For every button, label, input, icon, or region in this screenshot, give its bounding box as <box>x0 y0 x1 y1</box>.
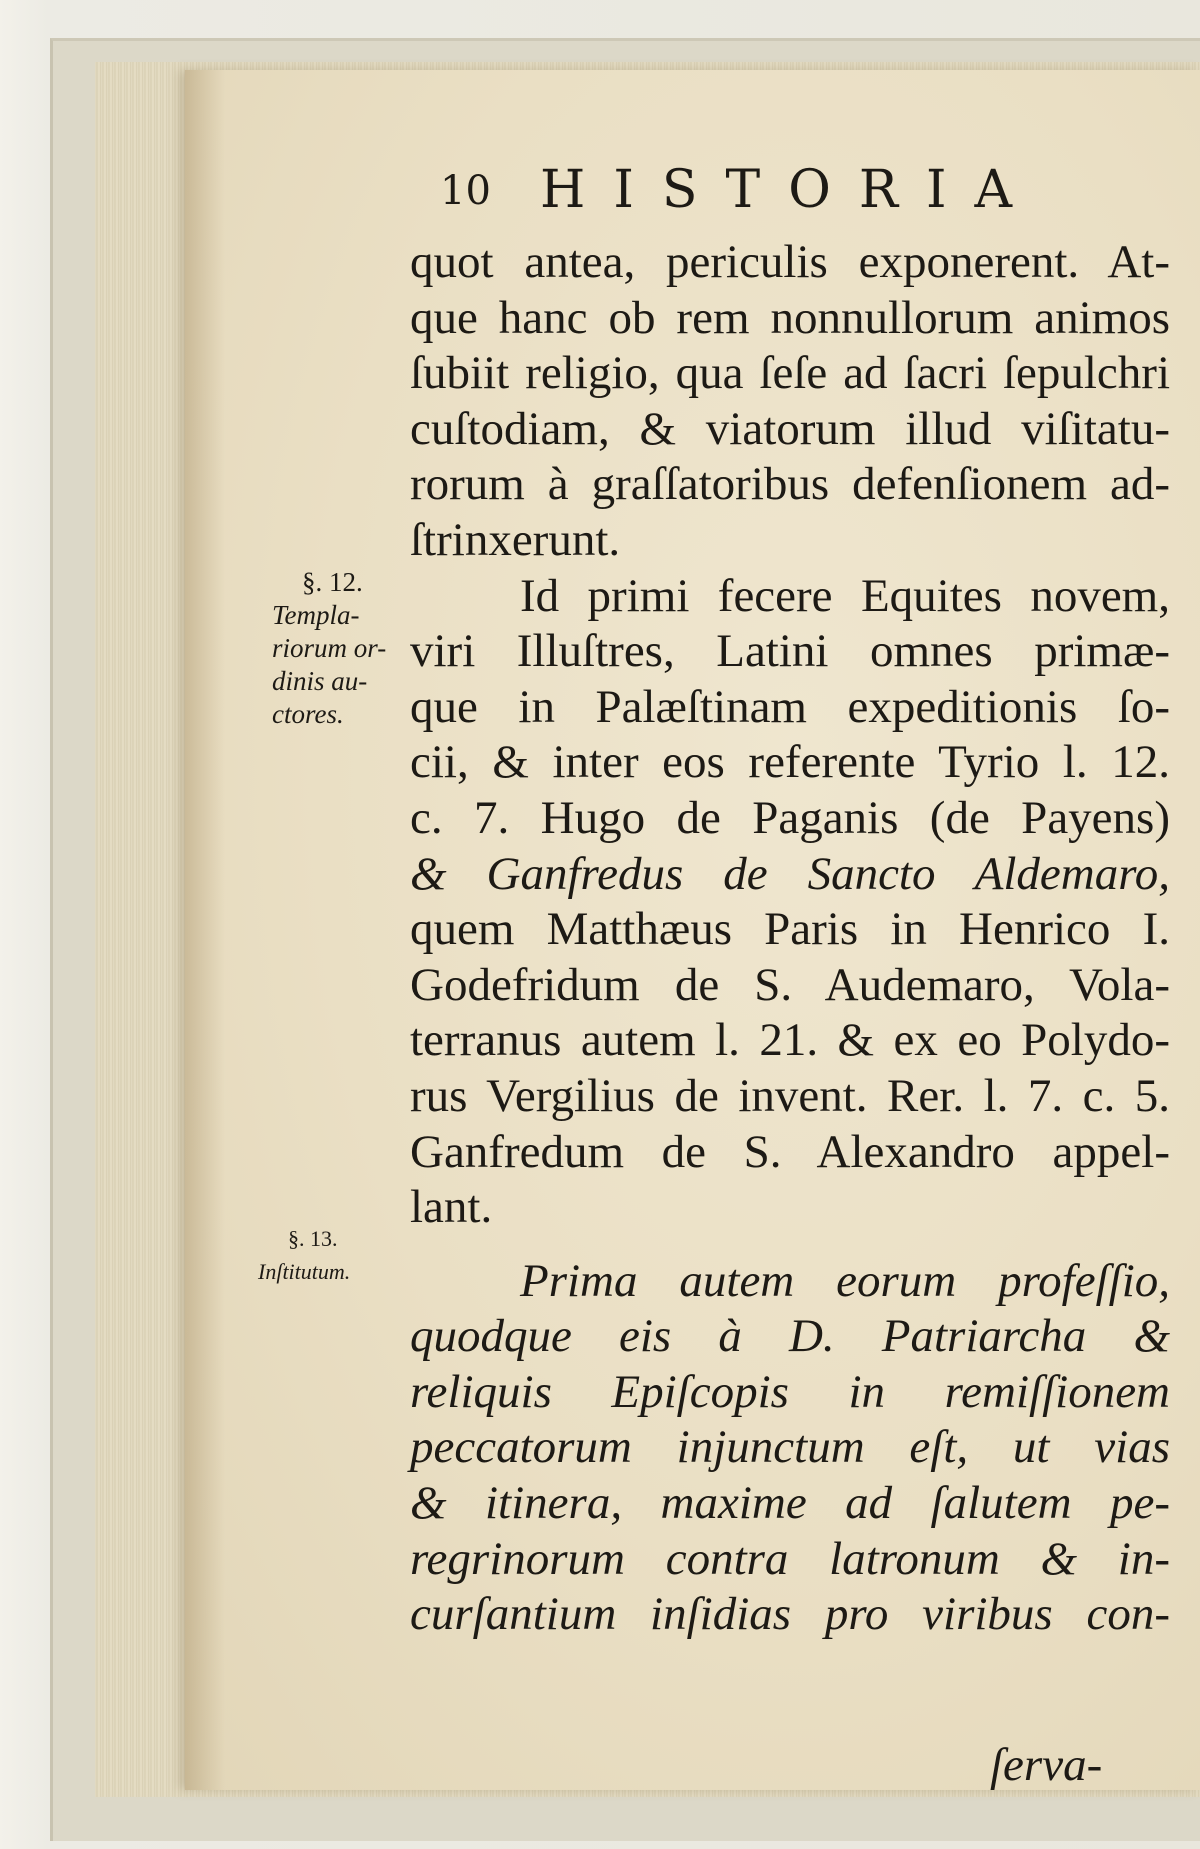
margin-note-line: Templa- <box>272 600 360 630</box>
margin-note-line: riorum or- <box>272 633 387 663</box>
catchword: ſerva- <box>990 1739 1103 1791</box>
text-line: rorum à graſſatoribus defenſionem ad- <box>410 458 1170 511</box>
text-line: rus Vergilius de invent. Rer. l. 7. c. 5. <box>410 1069 1170 1122</box>
text-line: viri Illuſtres, Latini omnes primæ- <box>410 625 1170 678</box>
text-line: & Ganfredus de Sancto Aldemaro, <box>410 847 1170 900</box>
margin-note-number: §. 13. <box>288 1226 338 1251</box>
text-line: quot antea, periculis exponerent. At- <box>410 236 1170 288</box>
margin-note-number: §. 12. <box>302 567 363 597</box>
text-line: reliquis Epiſcopis in remiſſionem <box>410 1365 1170 1418</box>
text-line: ſubiit religio, qua ſeſe ad ſacri ſepulchri <box>410 347 1170 400</box>
text-line: Prima autem eorum profeſſio, <box>520 1254 1170 1307</box>
text-line: peccatorum injunctum eſt, ut vias <box>410 1421 1170 1474</box>
margin-note-section-12 <box>272 566 412 731</box>
text-line: quem Matthæus Paris in Henrico I. <box>410 903 1170 956</box>
text-line: & itinera, maxime ad ſalutem pe- <box>410 1477 1170 1530</box>
paragraph-3 <box>410 1254 1170 1643</box>
text-line: c. 7. Hugo de Paganis (de Payens) <box>410 791 1170 844</box>
text-line: regrinorum contra latronum & in- <box>410 1532 1170 1585</box>
text-line: Ganfredum de S. Alexandro appel- <box>410 1125 1170 1178</box>
paragraph-2 <box>410 569 1170 1236</box>
text-line: que in Palæſtinam expeditionis ſo- <box>410 680 1170 733</box>
margin-note-section-13 <box>258 1222 408 1288</box>
paragraph-gap <box>410 1236 1170 1254</box>
text-line: terranus autem l. 21. & ex eo Polydo- <box>410 1014 1170 1067</box>
margin-note-line: Inſtitutum. <box>258 1259 351 1284</box>
margin-note-line: dinis au- <box>272 666 368 696</box>
text-line: curſantium inſidias pro viribus con- <box>410 1588 1170 1641</box>
text-line: Id primi fecere Equites novem, <box>520 569 1170 622</box>
text-line: cuſtodiam, & viatorum illud viſitatu- <box>410 402 1170 455</box>
paragraph-1 <box>410 235 1170 569</box>
page-number: 10 <box>440 168 491 214</box>
text-line: quodque eis à D. Patriarcha & <box>410 1310 1170 1363</box>
page-header <box>440 160 1080 230</box>
text-line: ſtrinxerunt. <box>410 513 621 566</box>
text-line: que hanc ob rem nonnullorum animos <box>410 291 1170 344</box>
text-line: lant. <box>410 1181 493 1234</box>
text-line: cii, & inter eos referente Tyrio l. 12. <box>410 736 1170 789</box>
page-gutter-shadow <box>185 70 225 1790</box>
running-title: HISTORIA <box>540 160 1041 220</box>
text-line: Godefridum de S. Audemaro, Vola- <box>410 958 1170 1011</box>
margin-note-line: ctores. <box>272 699 344 729</box>
body-text <box>410 235 1170 1643</box>
